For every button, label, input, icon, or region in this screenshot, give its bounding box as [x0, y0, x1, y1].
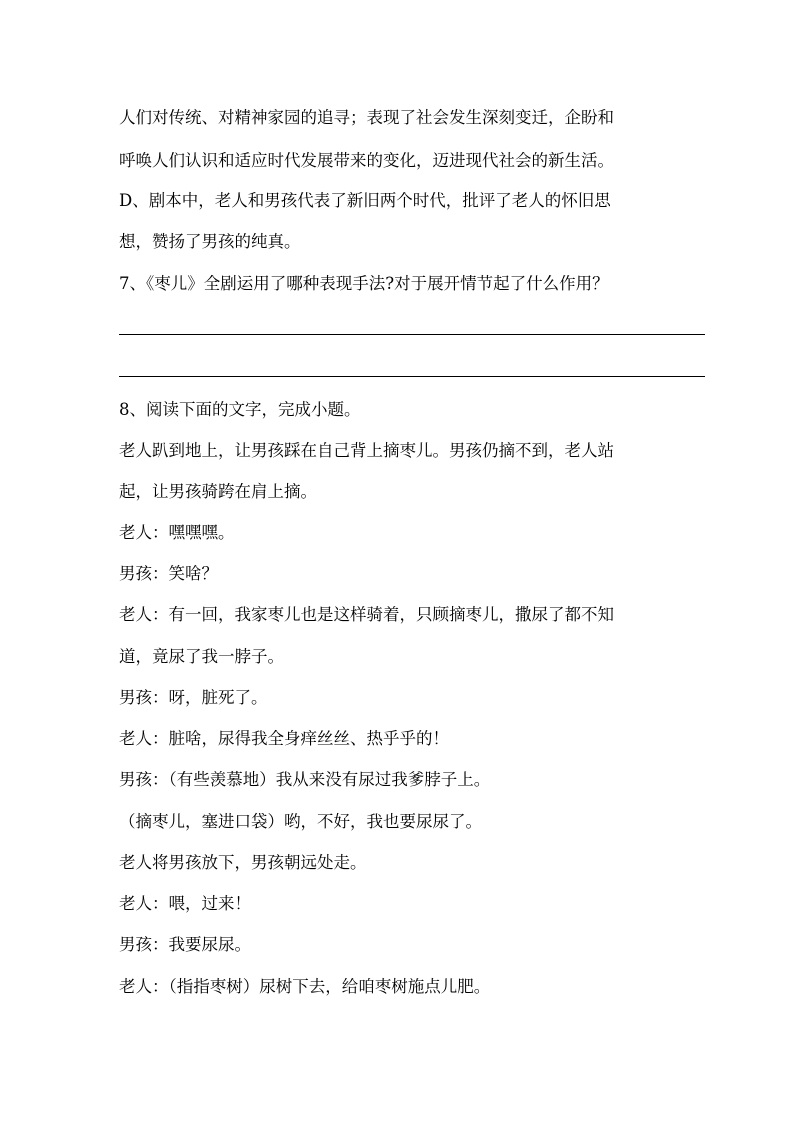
- dialogue-line: 老人：有一回，我家枣儿也是这样骑着，只顾摘枣儿，撒尿了都不知: [119, 605, 614, 624]
- answer-line-1: [119, 334, 705, 335]
- dialogue-line: 老人：（指指枣树）尿树下去，给咱枣树施点儿肥。: [119, 977, 491, 996]
- answer-line-2: [119, 376, 705, 377]
- text-line-4: 想，赞扬了男孩的纯真。: [119, 232, 301, 251]
- stage-direction: 老人将男孩放下，男孩朝远处走。: [119, 853, 367, 872]
- text-line-5: 老人趴到地上，让男孩踩在自己背上摘枣儿。男孩仍摘不到，老人站: [119, 441, 614, 460]
- question-8: 8、阅读下面的文字，完成小题。: [119, 400, 361, 419]
- question-7: 7、《枣儿》全剧运用了哪种表现手法?对于展开情节起了什么作用？: [119, 274, 609, 293]
- dialogue-line: （摘枣儿，塞进口袋）哟，不好，我也要尿尿了。: [119, 812, 482, 831]
- dialogue-line: 男孩：笑啥？: [119, 564, 218, 583]
- dialogue-line: 老人：嘿嘿嘿。: [119, 523, 235, 542]
- dialogue-line: 男孩：（有些羡慕地）我从来没有尿过我爹脖子上。: [119, 770, 491, 789]
- dialogue-line: 男孩：我要尿尿。: [119, 935, 251, 954]
- dialogue-line: 老人：脏啥，尿得我全身痒丝丝、热乎乎的！: [119, 729, 449, 748]
- text-line-2: 呼唤人们认识和适应时代发展带来的变化，迈进现代社会的新生活。: [119, 151, 614, 170]
- text-line-1: 人们对传统、对精神家园的追寻；表现了社会发生深刻变迁，企盼和: [119, 108, 614, 127]
- text-line-3: D、剧本中，老人和男孩代表了新旧两个时代，批评了老人的怀旧思: [119, 191, 611, 210]
- text-line-6: 起，让男孩骑跨在肩上摘。: [119, 482, 317, 501]
- dialogue-line: 老人：喂，过来！: [119, 894, 251, 913]
- dialogue-line: 道，竟尿了我一脖子。: [119, 647, 284, 666]
- dialogue-line: 男孩：呀，脏死了。: [119, 688, 268, 707]
